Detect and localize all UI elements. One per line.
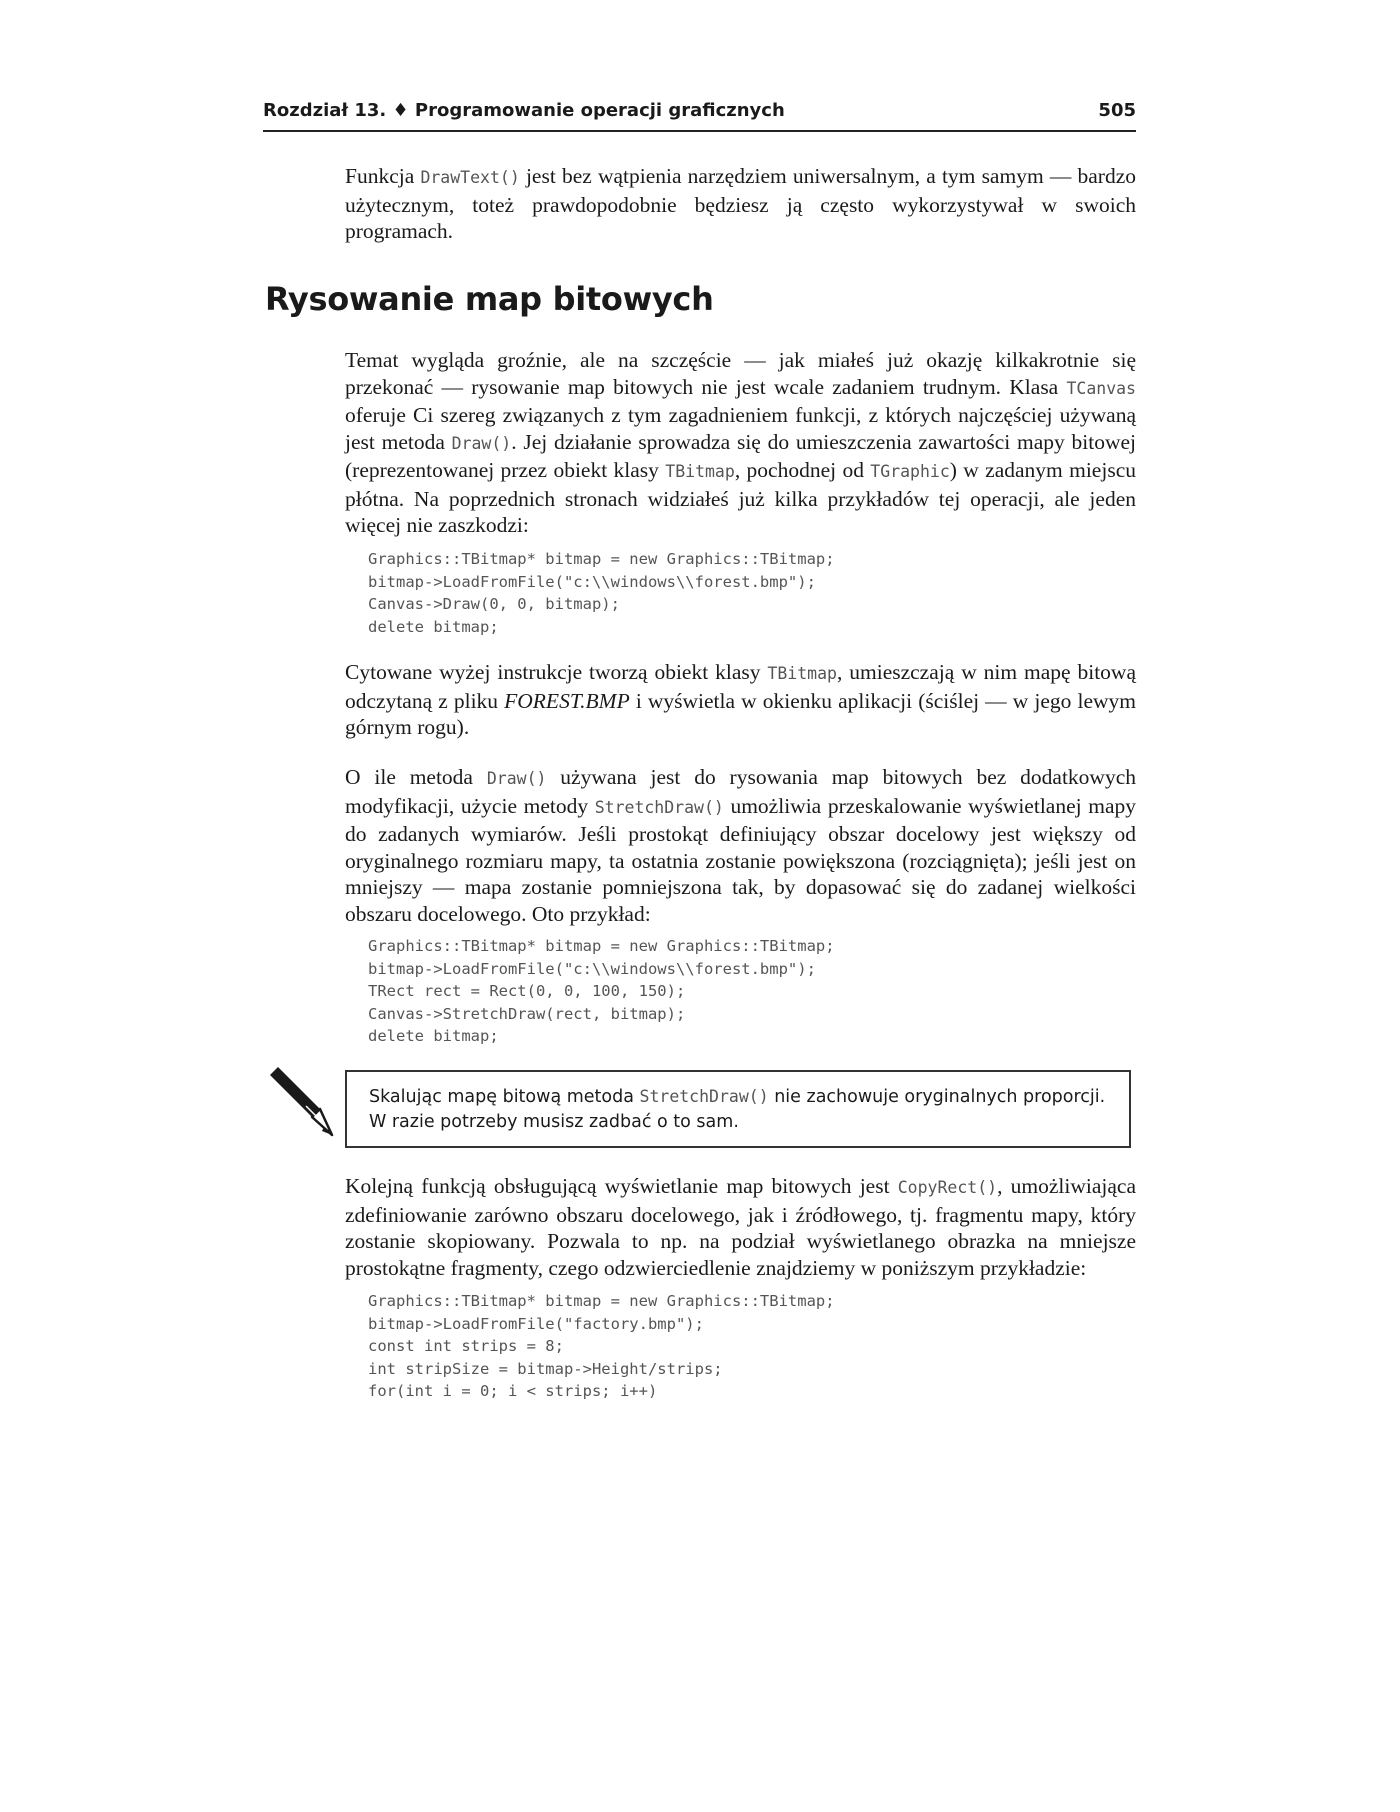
code-line: int stripSize = bitmap->Height/strips; — [368, 1359, 723, 1378]
inline-code: DrawText() — [420, 168, 520, 187]
code-line: Canvas->StretchDraw(rect, bitmap); — [368, 1004, 686, 1023]
intro-paragraph: Funkcja DrawText() jest bez wątpienia narzędziem uniwersalnym, a tym samym — bardzo użytecznym, toteż prawdopodobnie będziesz ją często wykorzystywał w swoich programach. — [345, 164, 1136, 243]
paragraph-explanation: Cytowane wyżej instrukcje tworzą obiekt klasy TBitmap, umieszczają w nim mapę bitową odczytaną z pliku FOREST.BMP i wyświetla w okienku aplikacji (ściślej — w jego lewym górnym rogu). — [345, 660, 1136, 739]
inline-code: TCanvas — [1066, 378, 1136, 398]
inline-code: CopyRect() — [897, 1178, 998, 1197]
code-listing-copyrect — [368, 1290, 835, 1403]
code-line: Graphics::TBitmap* bitmap = new Graphics::TBitmap; — [368, 550, 835, 568]
code-line: Canvas->Draw(0, 0, bitmap); — [368, 595, 620, 613]
code-line: delete bitmap; — [368, 1027, 499, 1045]
inline-code: StretchDraw() — [639, 1087, 769, 1106]
pencil-icon — [262, 1065, 334, 1137]
page-number: 505 — [1098, 100, 1136, 121]
code-line: delete bitmap; — [368, 617, 499, 636]
code-line: const int strips = 8; — [368, 1337, 564, 1355]
chapter-title: Rozdział 13. ♦ Programowanie operacji graficznych — [263, 100, 785, 121]
paragraph-draw: Temat wygląda groźnie, ale na szczęście — jak miałeś już okazję kilkakrotnie się przekonać — rysowanie map bitowych nie jest wcale zadaniem trudnym. Klasa TCanvas oferuje Ci szereg związanych z tym zagadnieniem funkcji, z których najczęściej używaną jest metoda Draw(). Jej działanie sprowadza się do umieszczenia zawartości mapy bitowej (reprezentowanej przez obiekt klasy TBitmap, pochodnej od TGraphic) w zadanym miejscu płótna. Na poprzednich stronach widziałeś już kilka przykładów tej operacji, ale jeden więcej nie zaszkodzi: — [345, 348, 1137, 537]
inline-code: StretchDraw() — [594, 797, 724, 817]
inline-code: Draw() — [486, 769, 547, 788]
running-header — [263, 100, 1136, 132]
section-heading: Rysowanie map bitowych — [265, 280, 714, 318]
inline-code: TBitmap — [665, 462, 735, 481]
code-line: TRect rect = Rect(0, 0, 100, 150); — [368, 982, 686, 1000]
file-name: FOREST.BMP — [504, 688, 630, 713]
code-line: bitmap->LoadFromFile("factory.bmp"); — [368, 1314, 704, 1333]
inline-code: TGraphic — [870, 462, 950, 481]
inline-code: TBitmap — [767, 664, 837, 683]
code-line: bitmap->LoadFromFile("c:\\windows\\forest.bmp"); — [368, 572, 816, 591]
paragraph-stretchdraw: O ile metoda Draw() używana jest do rysowania map bitowych bez dodatkowych modyfikacji, użycie metody StretchDraw() umożliwia przeskalowanie wyświetlanej mapy do zadanych wymiarów. Jeśli prostokąt definiujący obszar docelowy jest większy od oryginalnego rozmiaru mapy, ta ostatnia zostanie powiększona (rozciągnięta); jeśli jest on mniejszy — mapa zostanie pomniejszona tak, by dopasować się do zadanej wielkości obszaru docelowego. Oto przykład: — [345, 765, 1136, 926]
code-listing-stretchdraw — [368, 935, 835, 1048]
code-line: bitmap->LoadFromFile("c:\\windows\\forest.bmp"); — [368, 959, 816, 978]
code-line: for(int i = 0; i < strips; i++) — [368, 1382, 658, 1400]
code-listing-draw — [368, 548, 835, 638]
code-line: Graphics::TBitmap* bitmap = new Graphics::TBitmap; — [368, 1292, 835, 1310]
note-box: Skalując mapę bitową metoda StretchDraw() nie zachowuje oryginalnych proporcji. W razie potrzeby musisz zadbać o to sam. — [345, 1070, 1131, 1148]
inline-code: Draw() — [451, 433, 512, 453]
paragraph-copyrect: Kolejną funkcją obsługującą wyświetlanie map bitowych jest CopyRect(), umożliwiająca zdefiniowanie zarówno obszaru docelowego, jak i źródłowego, tj. fragmentu mapy, który zostanie skopiowany. Pozwala to np. na podział wyświetlanego obrazka na mniejsze prostokątne fragmenty, czego odzwierciedlenie znajdziemy w poniższym przykładzie: — [345, 1174, 1136, 1280]
code-line: Graphics::TBitmap* bitmap = new Graphics::TBitmap; — [368, 937, 835, 955]
